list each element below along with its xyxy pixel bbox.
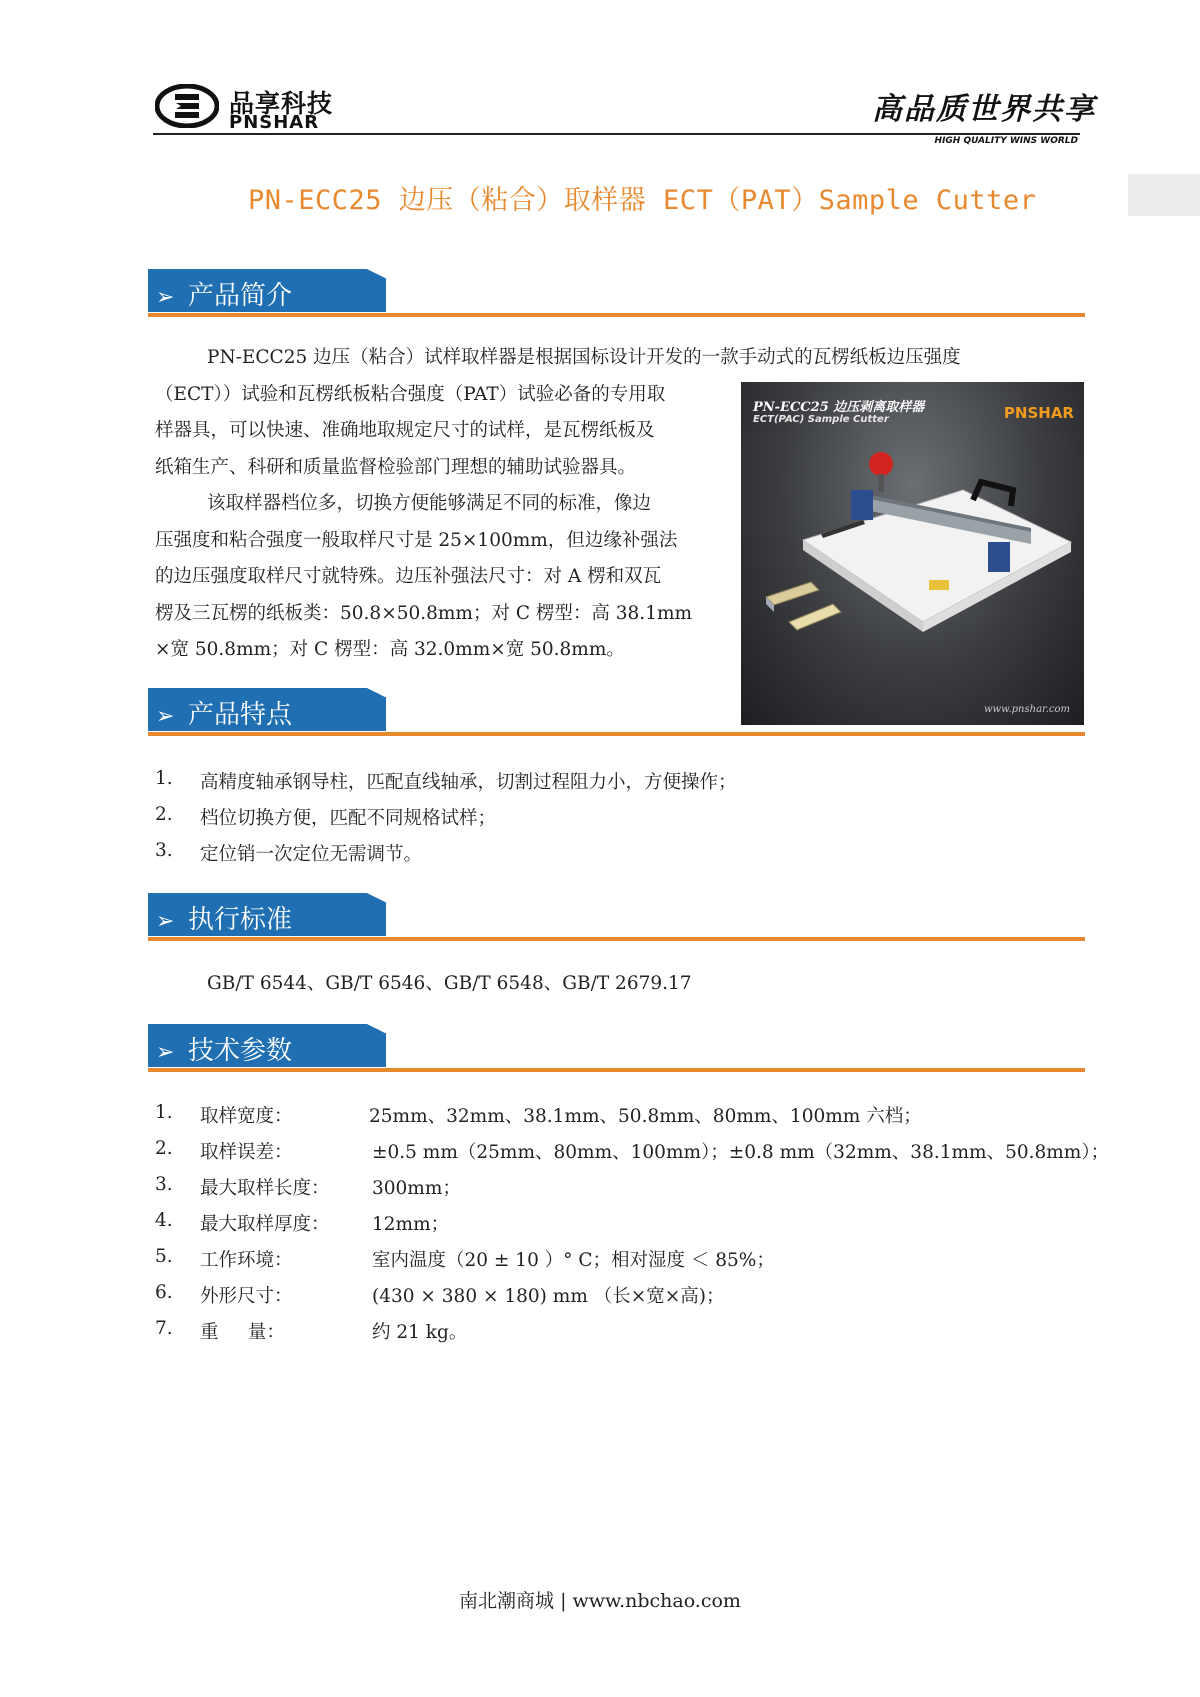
- param-value: 室内温度（20 ± 10 ）° C；相对湿度 ＜ 85%；: [372, 1250, 775, 1271]
- param-value: 约 21 kg。: [372, 1322, 468, 1343]
- param-value: (430 × 380 × 180) mm （长×宽×高)；: [372, 1286, 725, 1307]
- section-header-standards: [148, 893, 386, 936]
- slogan-chinese: 高品质世界共享: [872, 92, 1096, 127]
- photo-title: PN-ECC25 边压剥离取样器: [753, 400, 925, 415]
- feature-number: 3.: [155, 840, 173, 861]
- photo-subtitle: ECT(PAC) Sample Cutter: [753, 414, 889, 425]
- intro-line: （ECT））试验和瓦楞纸板粘合强度（PAT）试验必备的专用取: [155, 384, 666, 405]
- intro-line: ×宽 50.8mm；对 C 楞型：高 32.0mm×宽 50.8mm。: [155, 639, 625, 660]
- logo-emblem-icon: [155, 84, 219, 128]
- photo-brand: PNSHAR: [1003, 404, 1074, 422]
- logo-chinese-name: 品享科技: [229, 89, 334, 118]
- section-divider: [148, 732, 1085, 736]
- section-header-features: [148, 688, 386, 731]
- section-divider: [148, 1068, 1085, 1072]
- arrow-icon: ➢: [156, 909, 175, 934]
- product-photo: [741, 382, 1084, 725]
- feature-item: [155, 840, 955, 870]
- section-title: 技术参数: [188, 1036, 293, 1066]
- section-header-intro: [148, 269, 386, 312]
- param-number: 3.: [155, 1174, 173, 1195]
- param-value: ±0.5 mm（25mm、80mm、100mm）；±0.8 mm（32mm、38.1mm、50.8mm）；: [372, 1142, 1110, 1163]
- arrow-icon: ➢: [156, 285, 175, 310]
- header-divider: [153, 133, 1080, 135]
- param-key: 工作环境：: [200, 1250, 293, 1271]
- param-key: 最大取样长度：: [200, 1178, 330, 1199]
- sample-cutter-illustration: [741, 382, 1084, 725]
- param-key: 取样宽度：: [200, 1106, 293, 1127]
- param-number: 6.: [155, 1282, 173, 1303]
- feature-number: 1.: [155, 768, 173, 789]
- param-key: 重 量：: [200, 1322, 285, 1343]
- param-row: [155, 1246, 1055, 1276]
- intro-line: 纸箱生产、科研和质量监督检验部门理想的辅助试验器具。: [155, 457, 637, 478]
- param-row: [155, 1282, 1055, 1312]
- param-key: 取样误差：: [200, 1142, 293, 1163]
- param-number: 7.: [155, 1318, 173, 1339]
- param-row: [155, 1138, 1110, 1168]
- slogan: [872, 84, 1096, 146]
- feature-item: [155, 768, 955, 798]
- param-row: [155, 1174, 1055, 1204]
- intro-line: 楞及三瓦楞的纸板类：50.8×50.8mm；对 C 楞型：高 38.1mm: [155, 603, 693, 624]
- photo-url: www.pnshar.com: [983, 704, 1070, 715]
- feature-number: 2.: [155, 804, 173, 825]
- intro-line: PN-ECC25 边压（粘合）试样取样器是根据国标设计开发的一款手动式的瓦楞纸板边压强度: [207, 347, 961, 368]
- intro-line: 的边压强度取样尺寸就特殊。边压补强法尺寸：对 A 楞和双瓦: [155, 566, 662, 587]
- feature-text: 定位销一次定位无需调节。: [200, 844, 423, 865]
- page-footer: 南北潮商城 | www.nbchao.com: [459, 1590, 741, 1612]
- section-header-params: [148, 1024, 386, 1067]
- param-number: 5.: [155, 1246, 173, 1267]
- param-row: [155, 1318, 1055, 1348]
- param-key: 最大取样厚度：: [200, 1214, 330, 1235]
- logo-english-name: PNSHAR: [229, 112, 320, 133]
- param-key: 外形尺寸：: [200, 1286, 293, 1307]
- section-title: 产品特点: [188, 700, 293, 730]
- param-value: 300mm；: [372, 1178, 461, 1199]
- document-title: PN-ECC25 边压（粘合）取样器 ECT（PAT）Sample Cutter: [248, 185, 1037, 216]
- param-value: 25mm、32mm、38.1mm、50.8mm、80mm、100mm 六档；: [369, 1106, 922, 1127]
- side-tab: [1128, 174, 1200, 216]
- param-number: 2.: [155, 1138, 173, 1159]
- intro-line: 该取样器档位多，切换方便能够满足不同的标准，像边: [207, 493, 652, 514]
- intro-line: 样器具，可以快速、准确地取规定尺寸的试样，是瓦楞纸板及: [155, 420, 655, 441]
- param-value: 12mm；: [372, 1214, 450, 1235]
- feature-text: 档位切换方便，匹配不同规格试样；: [200, 808, 497, 829]
- arrow-icon: ➢: [156, 704, 175, 729]
- arrow-icon: ➢: [156, 1040, 175, 1065]
- section-title: 执行标准: [188, 905, 293, 935]
- feature-item: [155, 804, 955, 834]
- feature-text: 高精度轴承钢导柱，匹配直线轴承，切割过程阻力小，方便操作；: [200, 772, 737, 793]
- param-row: [155, 1102, 1055, 1132]
- param-number: 1.: [155, 1102, 173, 1123]
- param-row: [155, 1210, 1055, 1240]
- slogan-english: HIGH QUALITY WINS WORLD: [934, 136, 1078, 146]
- company-logo: [155, 82, 365, 132]
- param-number: 4.: [155, 1210, 173, 1231]
- section-divider: [148, 313, 1085, 317]
- section-title: 产品简介: [188, 281, 293, 311]
- intro-line: 压强度和粘合强度一般取样尺寸是 25×100mm，但边缘补强法: [155, 530, 678, 551]
- section-divider: [148, 937, 1085, 941]
- standards-text: GB/T 6544、GB/T 6546、GB/T 6548、GB/T 2679.17: [207, 973, 692, 994]
